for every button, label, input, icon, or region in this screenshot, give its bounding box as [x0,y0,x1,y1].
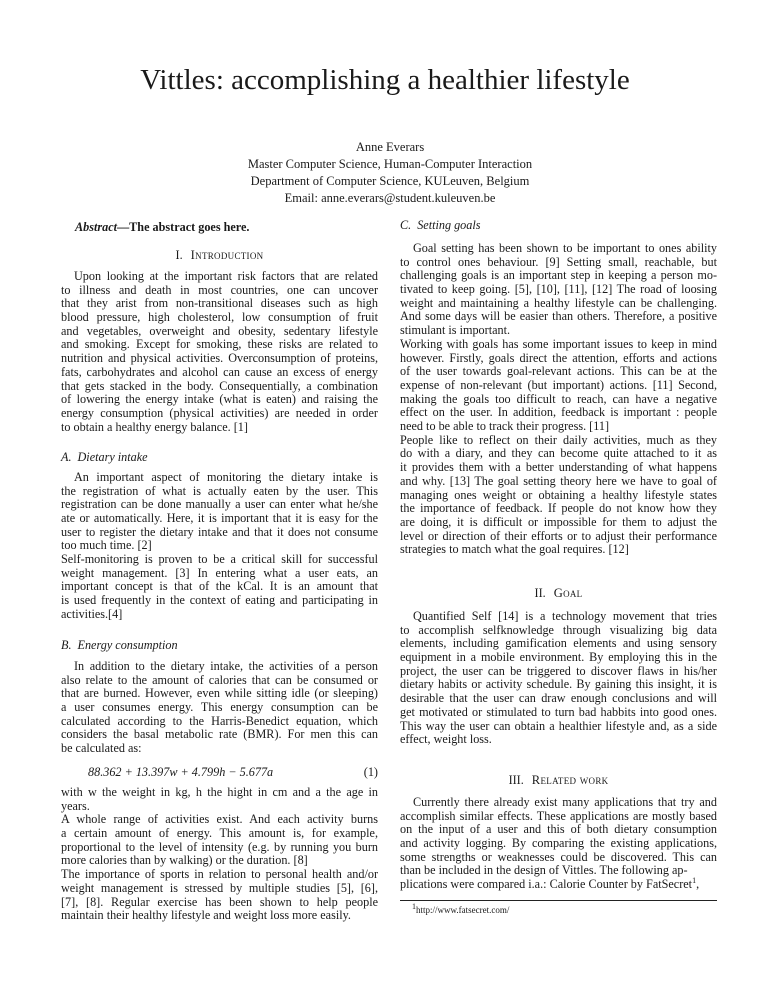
text-line [400,878,717,892]
text-line: [7], [8]. Regular exercise has been shown to help people [61,894,378,909]
text-line: weight management is stressed by multiple studies [5], [6], [61,880,378,895]
footnote-number: 1 [412,902,416,911]
text-line: stimulant is important. [400,323,511,338]
text-line: The importance of sports in relation to personal health and/or [61,867,378,882]
author-email: Email: anne.everars@student.kuleuven.be [284,191,496,205]
text-line: weight management. [3] In entering what a user eats, an [61,565,378,580]
text-line: a user consumes energy. This energy consumption can be [61,700,378,715]
text-line: effect on the user. In addition, feedback is important : people [400,405,717,420]
text-line: do with a diary, and they can become quite attached to it as [400,446,717,461]
text-line: People like to reflect on their daily activities, much as they [400,432,717,447]
paragraph [400,610,717,747]
text-line: Working with goals has some important issues to keep in mind [400,336,717,351]
text-line: level or direction of their efforts or to adjust their performance [400,528,717,543]
text-line: it provides them with a better understanding of what happens [400,460,717,475]
text-line: to control ones behaviour. [9] Setting small, reachable, but [400,254,717,269]
section-heading-introduction [61,248,378,262]
text-line: expense of non-relevant (but important) actions. [11] Second, [400,377,717,392]
section-heading-goal [400,586,717,600]
abstract-label: Abstract [75,220,117,234]
text-line: and smoking. Except for smoking, these risks are related to [61,337,378,352]
text-line: and vegetables, overweight and obesity, sedentary lifestyle [61,323,378,338]
text-line: user to register the dietary intake and that it does not consume [61,524,378,539]
section-heading-related-work [400,773,717,787]
text-line: on the input of a user and this of both dietary consumption [400,822,717,837]
subsection-heading-setting-goals [400,218,717,232]
text-line: proportional to the level of intensity (e.g. by running you burn [61,839,378,854]
paragraph [400,796,717,878]
equation-number: (1) [363,765,378,779]
text-line: to accomplish selfknowledge through visualizing big data [400,622,717,637]
text-line: strategies to match what the goal requires. [12] [400,542,629,557]
text-line: This way the user can obtain a healthier lifestyle and, as a side [400,718,717,733]
text-line: also relate to the amount of calories that can be consumed or [61,672,378,687]
text-line: calculated according to the Harris-Benedict equation, which [61,713,378,728]
subsection-heading-dietary-intake [61,450,378,464]
text-line: and activity logging. By comparing the existing applications, [400,836,717,851]
text-line: a certain amount of energy. This amount is, for example, [61,826,378,841]
subsection-title: Dietary intake [77,450,148,464]
text-line: too much time. [2] [61,538,152,553]
text-line: get motivated or stimulated to turn bad habbits into good ones. [400,704,717,719]
text-line: with w the weight in kg, h the hight in cm and a the age in [61,785,378,799]
paragraph [61,270,378,434]
text-line: need to be able to track their progress. [11] [400,419,610,434]
paragraph [61,786,378,813]
text-line: accomplish similar effects. These applications are mostly based [400,808,717,823]
paragraph [400,338,717,434]
text-line: some strengths or weaknesses could be discovered. This can [400,849,717,864]
paragraph-last-line [400,878,717,892]
text-line: however. Firstly, goals direct the attention, efforts and actions [400,350,717,365]
text-line: the registration of what is actually eaten by the user. This [61,483,378,498]
paragraph [61,868,378,923]
author-block [0,139,768,207]
text-line: Self-monitoring is proven to be a critical skill for successful [61,552,378,566]
text-line: nutrition and physical activities. Overconsumption of proteins, [61,351,378,366]
footnote-link[interactable]: http://www.fatsecret.com/ [416,905,510,915]
section-number: I. [175,248,183,262]
paragraph [400,434,717,557]
text-line: to illness and death in most countries, one can uncover [61,282,378,297]
text-line: of lowering the energy intake (what is eaten) and raising the [61,392,378,407]
text-line: is used frequently in the context of eating and participating in [61,593,378,608]
section-number: II. [534,586,546,600]
text-line: In addition to the dietary intake, the activities of a person [74,659,378,673]
author-program: Master Computer Science, Human-Computer Interaction [247,157,533,171]
abstract-text: —The abstract goes here. [116,220,250,234]
author-department: Department of Computer Science, KULeuven, Belgium [250,174,530,188]
subsection-number: B. [61,638,72,652]
text-line: project, the user can be triggered to discover flaws in his/her [400,663,717,678]
abstract [61,220,392,234]
text-line: to obtain a healthy energy balance. [1] [61,419,248,434]
text-line: A whole range of activities exist. And each activity burns [61,812,378,827]
text-line: than be included in the design of Vittles. The following ap- [400,863,688,878]
subsection-number: C. [400,218,412,232]
section-title: Introduction [190,248,264,262]
text-line: And some days will be easier than others. Therefore, a positive [400,309,717,324]
paragraph [61,553,378,621]
equation-formula: 88.362 + 13.397w + 4.799h − 5.677a [88,765,274,779]
section-number: III. [508,773,524,787]
text-line: activities.[4] [61,606,123,621]
text-line: managing ones weight or obtaining a healthy lifestyle states [400,487,717,502]
text-line: important concept is that of the kCal. It is an amount that [61,579,378,594]
text-line: be calculated as: [61,741,142,756]
text-line: making the goals too difficult to reach, can have a negative [400,391,717,406]
text-line: blood pressure, high cholesterol, low consumption of fruit [61,310,378,325]
author-name: Anne Everars [355,140,425,154]
text-line: elements, including gamification elements and using sensory [400,636,717,651]
section-title: Goal [553,586,583,600]
text-line: maintain their healthy lifestyle and weight loss more easily. [61,908,351,923]
text-line: energy consumption (physical activities) are needed in order [61,405,378,420]
paragraph [400,242,717,338]
text-line: effect, weight loss. [400,732,492,747]
text-line: tivated to keep going. [5], [10], [11], [12] The road of loosing [400,282,717,297]
text-line: the importance of feedback. If people do not know how they [400,501,717,516]
text-line: fats, carbohydrates and alcohol can cause an excess of energy [61,364,378,379]
text-line: Upon looking at the important risk factors that are related [74,269,378,283]
text-line: years. [61,798,90,813]
paragraph [61,471,378,553]
text-line: weight and maintaining a healthy lifestyle can be challenging. [400,295,717,310]
subsection-title: Energy consumption [77,638,178,652]
section-title: Related work [531,773,609,787]
text-line-end: , [696,877,700,892]
subsection-number: A. [61,450,72,464]
text-line: are doing, it is difficult or impossible for them to adjust the [400,514,717,529]
text-line: that they arist from non-transitional diseases such as high [61,296,378,311]
paragraph [61,813,378,868]
text-line: and why. [13] The goal setting theory here we have to goal of [400,473,717,488]
footnote-mark[interactable]: 1 [692,876,697,886]
text-line: challenging goals is an important step in keeping a person mo- [400,268,717,283]
subsection-heading-energy-consumption [61,638,378,652]
text-line: ate or automatically. Here, it is important that it is easy for the [61,511,378,526]
footnote [412,902,510,916]
text-line: considers the basal metabolic rate (BMR). For men this can [61,727,378,742]
text-line: dietary habits or activity schedule. By gaining this insight, it is [400,677,717,692]
text-line: desirable that the user can draw enough conclusions and will [400,691,717,706]
text-line: An important aspect of monitoring the dietary intake is [74,470,378,484]
subsection-title: Setting goals [417,218,481,232]
text-line: Currently there already exist many applications that try and [413,795,717,809]
text-line: that are burned. However, even while sitting idle (or sleeping) [61,686,378,701]
text-line-content: plications were compared i.a.: Calorie Counter by FatSecret [400,877,693,892]
paper-title: Vittles: accomplishing a healthier lifestyle [140,64,630,96]
text-line: Goal setting has been shown to be important to ones ability [413,241,717,255]
paragraph [61,660,378,756]
footnote-divider [400,900,717,901]
text-line: registration can be done manually a user can enter what he/she [61,497,378,512]
text-line: more calories than by walking) or the duration. [8] [61,853,308,868]
text-line: that gets stacked in the body. Consequentially, a combination [61,378,378,393]
text-line: Quantified Self [14] is a technology movement that tries [413,609,717,623]
text-line: equipment in a mobile environment. By employing this in the [400,650,717,665]
text-line: of the user towards goal-relevant actions. This can be at the [400,364,717,379]
